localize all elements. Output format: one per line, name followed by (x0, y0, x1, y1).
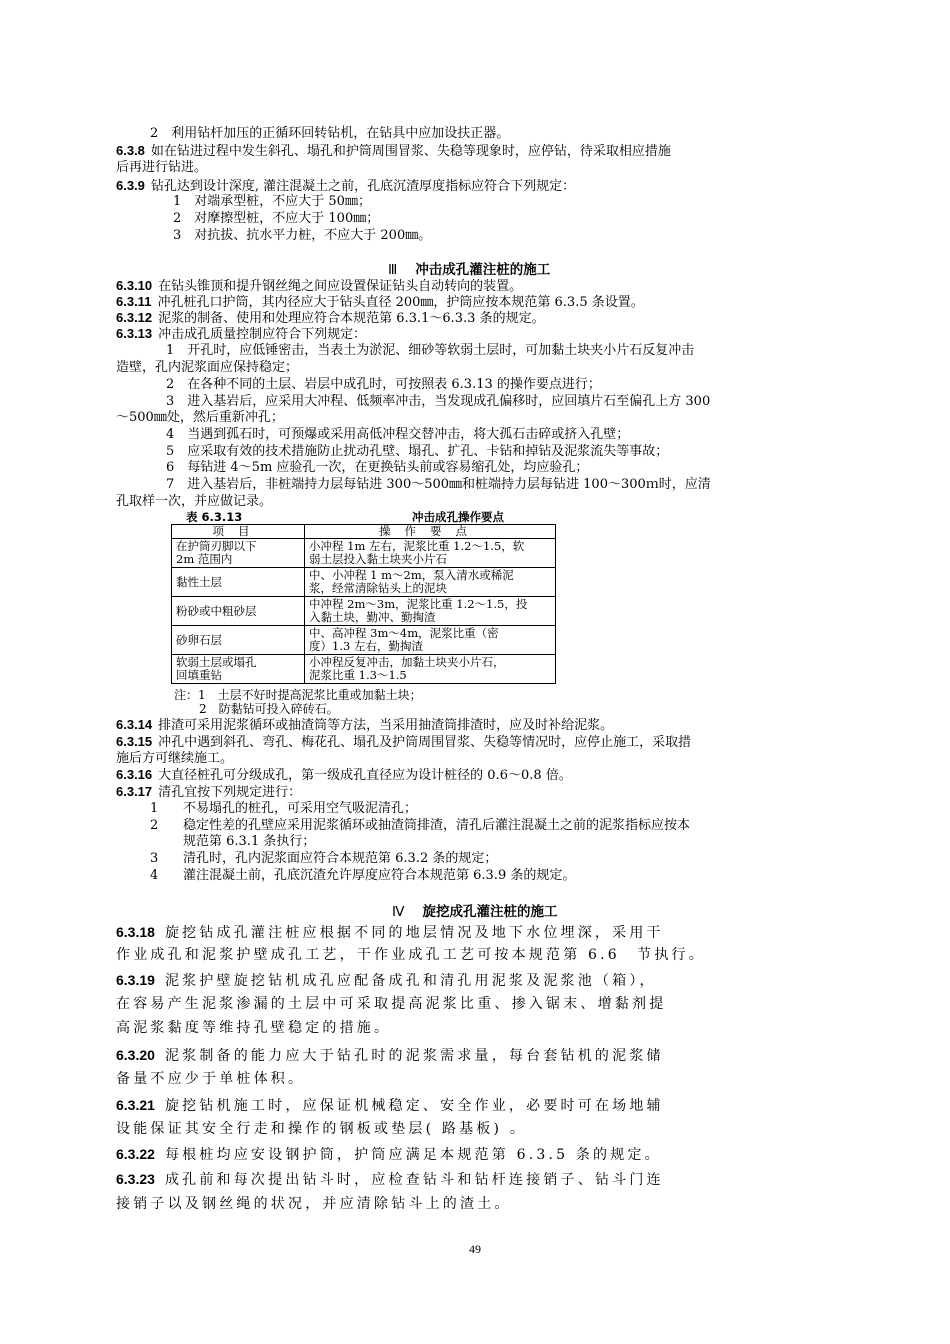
cell-line: 粉砂或中粗砂层 (176, 603, 257, 618)
table-header: 操作要点 (305, 525, 556, 539)
cell-line: 中、小冲程 1 m～2m，泵入清水或稀泥 (309, 568, 514, 582)
clause-number: 6.3.13 (116, 326, 153, 341)
clause-text: 如在钻进过程中发生斜孔、塌孔和护筒周围冒浆、失稳等现象时，应停钻，待采取相应措施 (150, 144, 671, 159)
clause-6-3-10 (116, 278, 522, 295)
list-item: 清孔时，孔内泥浆面应符合本规范第 6.3.2 条的规定； (183, 851, 498, 866)
clause-number: 6.3.11 (116, 294, 152, 309)
cell-line: 入黏土块，勤冲、勤掏渣 (309, 610, 436, 624)
clause-6-3-23 (116, 1169, 664, 1190)
section-roman: Ⅲ (388, 262, 398, 277)
clause-number: 6.3.16 (116, 767, 153, 782)
list-item: 不易塌孔的桩孔，可采用空气吸泥清孔； (183, 801, 418, 816)
clause-text: 冲击成孔质量控制应符合下列规定： (158, 327, 367, 342)
clause-6-3-13 (116, 326, 366, 343)
item-2-text: 2 利用钻杆加压的正循环回转钻机，在钻具中应加设扶正器。 (150, 126, 510, 141)
operations-table (171, 524, 556, 684)
list-item-cont: 孔取样一次，并应做记录。 (116, 494, 273, 509)
list-item-cont: 规范第 6.3.1 条执行； (183, 834, 316, 849)
table-cell (172, 597, 305, 626)
clause-text: 旋挖钻机施工时，应保证机械稳定、安全作业，必要时可在场地辅 (164, 1098, 664, 1114)
section-heading-4 (392, 904, 557, 920)
clause-6-3-18-cont: 作业成孔和泥浆护壁成孔工艺，干作业成孔工艺可按本规范第 6.6 节执行。 (116, 947, 706, 963)
clause-6-3-23-cont: 接销子以及钢丝绳的状况，并应清除钻斗上的渣土。 (116, 1196, 512, 1212)
table-row (172, 626, 556, 655)
clause-number: 6.3.12 (116, 310, 153, 325)
table-cell (305, 568, 556, 597)
clause-6-3-19 (116, 970, 657, 991)
cell-line: 砂卵石层 (176, 632, 222, 647)
list-item: 6 每钻进 4～5m 应验孔一次，在更换钻头前或容易缩孔处，均应验孔； (166, 460, 589, 475)
clause-number: 6.3.20 (116, 1047, 155, 1063)
table-note: 2 防黏钻可投入碎砖石。 (199, 702, 339, 716)
list-item: 2 对摩擦型桩，不应大于 100㎜； (173, 211, 380, 226)
clause-6-3-8-cont: 后再进行钻进。 (116, 160, 208, 175)
cell-line: 中冲程 2m～3m，泥浆比重 1.2～1.5，投 (309, 597, 528, 611)
clause-6-3-16 (116, 767, 572, 784)
table-cell (172, 626, 305, 655)
clause-6-3-15-cont: 施后方可继续施工。 (116, 751, 234, 766)
clause-6-3-19-cont: 在容易产生泥浆渗漏的土层中可采取提高泥浆比重、掺入锯末、增黏剂提 (116, 996, 667, 1012)
list-item: 7 进入基岩后，非桩端持力层每钻进 300～500㎜和桩端持力层每钻进 100～300ｍ时，应清 (166, 477, 711, 492)
table-cell (305, 655, 556, 684)
clause-number: 6.3.21 (116, 1097, 155, 1113)
clause-number: 6.3.10 (116, 278, 153, 293)
clause-text: 大直径桩孔可分级成孔，第一级成孔直径应为设计桩径的 0.6～0.8 倍。 (158, 768, 572, 783)
list-item: 3 进入基岩后，应采用大冲程、低频率冲击，当发现成孔偏移时，应回填片石至偏孔上方 300 (166, 394, 711, 409)
list-item-number: 2 (150, 818, 159, 833)
list-item-number: 4 (150, 868, 159, 883)
table-row (172, 568, 556, 597)
clause-text: 清孔宜按下列规定进行： (158, 785, 302, 800)
list-item: 5 应采取有效的技术措施防止扰动孔壁、塌孔、扩孔、卡钻和掉钻及泥浆流失等事故； (166, 444, 669, 459)
cell-line: 中、高冲程 3m～4m，泥浆比重（密 (309, 626, 499, 640)
clause-6-3-8 (116, 143, 671, 160)
list-item: 3 对抗拔、抗水平力桩，不应大于 200㎜。 (173, 228, 432, 243)
table-cell (172, 539, 305, 568)
clause-text: 冲孔中遇到斜孔、弯孔、梅花孔、塌孔及护筒周围冒浆、失稳等情况时，应停止施工，采取措 (158, 735, 692, 750)
section-title: 冲击成孔灌注桩的施工 (415, 262, 551, 278)
list-item-number: 1 (150, 801, 159, 816)
clause-number: 6.3.18 (116, 924, 155, 940)
clause-text: 在钻头锥顶和提升钢丝绳之间应设置保证钻头自动转向的装置。 (158, 279, 523, 294)
cell-line: 回填重钻 (176, 668, 222, 682)
clause-number: 6.3.17 (116, 784, 153, 799)
cell-line: 小冲程 1m 左右，泥浆比重 1.2～1.5，软 (309, 539, 525, 553)
list-item-cont: ～500㎜处，然后重新冲孔； (116, 410, 284, 425)
clause-text: 泥浆制备的能力应大于钻孔时的泥浆需求量，每台套钻机的泥浆储 (164, 1048, 664, 1064)
clause-text: 泥浆的制备、使用和处理应符合本规范第 6.3.1～6.3.3 条的规定。 (158, 311, 545, 326)
table-note: 注：1 土层不好时提高泥浆比重或加黏土块； (174, 688, 422, 702)
clause-number: 6.3.14 (116, 717, 153, 732)
clause-6-3-17 (116, 784, 301, 801)
clause-6-3-11 (116, 294, 644, 311)
clause-6-3-21 (116, 1095, 664, 1116)
list-item: 稳定性差的孔壁应采用泥浆循环或抽渣筒排渣，清孔后灌注混凝土之前的泥浆指标应按本 (183, 818, 691, 833)
clause-6-3-22 (116, 1144, 662, 1165)
clause-number: 6.3.15 (116, 734, 153, 749)
clause-number: 6.3.23 (116, 1171, 155, 1187)
clause-number: 6.3.22 (116, 1146, 155, 1162)
cell-line: 浆，经常清除钻头上的泥块 (309, 581, 447, 595)
clause-text: 泥浆护壁旋挖钻机成孔应配备成孔和清孔用泥浆及泥浆池（箱）， (164, 973, 657, 989)
table-row (172, 597, 556, 626)
clause-6-3-20-cont: 备量不应少于单桩体积。 (116, 1071, 306, 1087)
table-label: 表 6.3.13 (186, 510, 243, 524)
table-caption: 冲击成孔操作要点 (412, 510, 504, 524)
list-item-cont: 造壁，孔内泥浆面应保持稳定； (116, 360, 299, 375)
clause-6-3-18 (116, 922, 664, 943)
list-item-number: 3 (150, 851, 159, 866)
clause-6-3-9 (116, 178, 575, 195)
clause-6-3-15 (116, 734, 691, 751)
table-header: 项目 (172, 525, 305, 539)
section-roman: Ⅳ (392, 904, 405, 919)
clause-text: 旋挖钻成孔灌注桩应根据不同的地层情况及地下水位埋深，采用干 (164, 925, 664, 941)
table-cell (305, 626, 556, 655)
cell-line: 黏性土层 (176, 574, 222, 589)
clause-text: 排渣可采用泥浆循环或抽渣筒等方法，当采用抽渣筒排渣时，应及时补给泥浆。 (158, 718, 614, 733)
table-header-row (172, 525, 556, 539)
cell-line: 小冲程反复冲击，加黏土块夹小片石， (309, 655, 505, 669)
clause-text: 成孔前和每次提出钻斗时，应检查钻斗和钻杆连接销子、钻斗门连 (164, 1172, 664, 1188)
clause-6-3-19-cont: 高泥浆黏度等维持孔壁稳定的措施。 (116, 1020, 392, 1036)
clause-text: 钻孔达到设计深度, 灌注混凝土之前，孔底沉渣厚度指标应符合下列规定： (150, 179, 576, 194)
clause-number: 6.3.8 (116, 143, 145, 158)
clause-number: 6.3.19 (116, 972, 155, 988)
cell-line: 在护筒刃脚以下 (176, 539, 257, 553)
table-cell (305, 597, 556, 626)
cell-line: 2m 范围内 (176, 552, 233, 566)
clause-text: 每根桩均应安设钢护筒，护筒应满足本规范第 6.3.5 条的规定。 (164, 1147, 662, 1163)
table-cell (172, 568, 305, 597)
cell-line: 度）1.3 左右，勤掏渣 (309, 639, 423, 653)
section-title: 旋挖成孔灌注桩的施工 (422, 904, 558, 920)
clause-6-3-14 (116, 717, 613, 734)
list-item: 1 对端承型桩，不应大于 50㎜； (173, 194, 371, 209)
table-row (172, 655, 556, 684)
list-item: 2 在各种不同的土层、岩层中成孔时，可按照表 6.3.13 的操作要点进行； (166, 377, 601, 392)
page-number: 49 (469, 1242, 481, 1256)
cell-line: 弱土层投入黏土块夹小片石 (309, 552, 447, 566)
clause-6-3-20 (116, 1045, 664, 1066)
cell-line: 软弱土层或塌孔 (176, 655, 257, 669)
clause-number: 6.3.9 (116, 178, 145, 193)
section-heading-3 (388, 262, 550, 278)
list-item: 1 开孔时，应低锤密击，当表土为淤泥、细砂等软弱土层时，可加黏土块夹小片石反复冲击 (166, 343, 695, 358)
clause-6-3-21-cont: 设能保证其安全行走和操作的钢板或垫层( 路基板) 。 (116, 1121, 528, 1137)
cell-line: 泥浆比重 1.3～1.5 (309, 668, 407, 682)
table-cell (305, 539, 556, 568)
clause-6-3-12 (116, 310, 545, 327)
list-item: 4 当遇到孤石时，可预爆或采用高低冲程交替冲击，将大孤石击碎或挤入孔壁； (166, 427, 630, 442)
list-item: 灌注混凝土前，孔底沉渣允许厚度应符合本规范第 6.3.9 条的规定。 (183, 868, 576, 883)
table-row (172, 539, 556, 568)
clause-text: 冲孔桩孔口护筒，其内径应大于钻头直径 200㎜，护筒应按本规范第 6.3.5 条设置。 (157, 295, 644, 310)
table-cell (172, 655, 305, 684)
